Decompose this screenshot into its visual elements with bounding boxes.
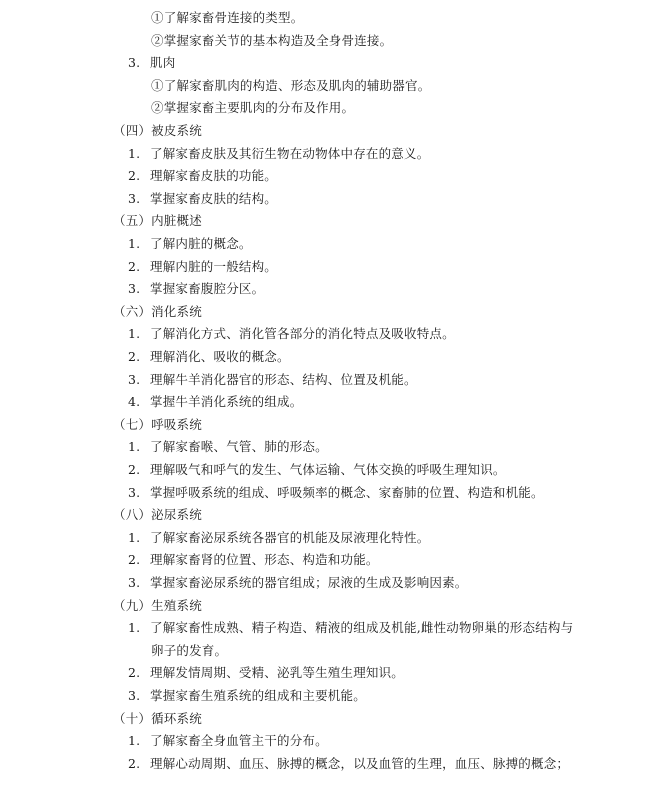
list-item-text: 掌握家畜皮肤的结构。 xyxy=(150,190,278,206)
list-item-text: 理解内脏的一般结构。 xyxy=(150,258,278,274)
list-item xyxy=(128,733,328,749)
section-heading xyxy=(113,213,202,229)
list-item-number: 2. xyxy=(128,168,141,184)
list-item-text: 了解消化方式、消化管各部分的消化特点及吸收特点。 xyxy=(150,326,455,342)
list-item xyxy=(128,168,277,184)
list-item xyxy=(128,349,290,365)
list-item xyxy=(128,462,506,478)
section-heading-text: （五）内脏概述 xyxy=(113,213,202,229)
list-item-text: 掌握呼吸系统的组成、呼吸频率的概念、家畜肺的位置、构造和机能。 xyxy=(150,484,544,500)
list-item-number: 3. xyxy=(128,575,141,590)
list-item-text: 了解家畜泌尿系统各器官的机能及尿液理化特性。 xyxy=(150,529,430,545)
sub-item-text: ①了解家畜骨连接的类型。 xyxy=(151,10,304,25)
list-item xyxy=(128,688,366,704)
list-item xyxy=(128,326,455,342)
list-item-number: 3. xyxy=(128,688,141,703)
section-heading-text: （九）生殖系统 xyxy=(113,597,202,613)
section-heading-text: （六）消化系统 xyxy=(113,303,202,319)
list-item-number: 2. xyxy=(128,552,141,568)
section-heading xyxy=(113,507,202,523)
list-item-number: 1. xyxy=(128,145,141,161)
list-item-number: 1. xyxy=(128,529,141,545)
list-item-number: 1. xyxy=(128,620,141,636)
sub-item-text: ①了解家畜肌肉的构造、形态及肌肉的辅助器官。 xyxy=(151,77,431,93)
list-item-text: 掌握家畜生殖系统的组成和主要机能。 xyxy=(150,688,366,703)
list-item-number: 2. xyxy=(128,349,141,364)
list-item-number: 3. xyxy=(128,371,141,387)
list-item xyxy=(128,756,569,772)
list-item-text: 肌肉 xyxy=(150,55,176,71)
list-item-text: 理解家畜肾的位置、形态、构造和功能。 xyxy=(150,552,379,568)
list-item xyxy=(128,530,429,546)
section-heading-text: （七）呼吸系统 xyxy=(113,416,202,432)
list-item xyxy=(128,281,264,297)
list-item xyxy=(128,191,277,207)
list-item-number: 2. xyxy=(128,258,141,274)
list-item xyxy=(128,620,573,636)
list-item-text: 了解家畜皮肤及其衍生物在动物体中存在的意义。 xyxy=(150,145,430,161)
section-heading-text: （八）泌尿系统 xyxy=(113,507,202,523)
list-item-number: 1. xyxy=(128,733,141,749)
sub-item xyxy=(151,10,303,26)
list-item-number: 4. xyxy=(128,394,141,410)
list-item-text: 理解发情周期、受精、泌乳等生殖生理知识。 xyxy=(150,665,405,681)
list-item-text: 理解心动周期、血压、脉搏的概念，以及血管的生理，血压、脉搏的概念； xyxy=(150,755,570,771)
list-item-number: 3. xyxy=(128,190,141,206)
list-item-text: 理解家畜皮肤的功能。 xyxy=(150,168,278,184)
list-item-number: 1. xyxy=(128,326,141,342)
list-item xyxy=(128,236,252,252)
sub-item-text: ②掌握家畜关节的基本构造及全身骨连接。 xyxy=(151,32,393,48)
list-item-text: 理解牛羊消化器官的形态、结构、位置及机能。 xyxy=(150,371,417,387)
list-item-text: 了解家畜性成熟、精子构造、精液的组成及机能,雌性动物卵巢的形态结构与 xyxy=(150,620,574,636)
list-item-number: 2. xyxy=(128,665,141,681)
list-item xyxy=(128,552,379,568)
list-item-text: 了解内脏的概念。 xyxy=(150,236,252,251)
section-heading xyxy=(113,711,202,727)
section-heading xyxy=(113,598,202,614)
list-item-number: 1. xyxy=(128,236,141,251)
continuation-line xyxy=(151,643,227,659)
list-item xyxy=(128,439,328,455)
list-item xyxy=(128,394,302,410)
list-item-number: 2. xyxy=(128,462,141,477)
list-item xyxy=(128,146,429,162)
list-item xyxy=(128,575,468,591)
list-item-text: 掌握牛羊消化系统的组成。 xyxy=(150,394,303,410)
section-heading xyxy=(113,417,202,433)
list-item-text: 掌握家畜腹腔分区。 xyxy=(150,281,265,297)
list-item-text: 了解家畜喉、气管、肺的形态。 xyxy=(150,439,328,455)
list-item xyxy=(128,372,417,388)
list-item-text: 理解消化、吸收的概念。 xyxy=(150,349,290,364)
list-item-text: 理解吸气和呼气的发生、气体运输、气体交换的呼吸生理知识。 xyxy=(150,462,506,477)
list-item-text: 掌握家畜泌尿系统的器官组成；尿液的生成及影响因素。 xyxy=(150,575,468,590)
section-heading-text: （四）被皮系统 xyxy=(113,123,202,138)
list-item-number: 1. xyxy=(128,439,141,455)
list-item-text: 了解家畜全身血管主干的分布。 xyxy=(150,733,328,749)
list-item xyxy=(128,485,544,501)
list-item-number: 3. xyxy=(128,484,141,500)
list-item xyxy=(128,259,277,275)
sub-item xyxy=(151,78,430,94)
sub-item xyxy=(151,100,354,116)
list-item-number: 2. xyxy=(128,755,141,771)
section-heading xyxy=(113,123,202,139)
list-item-number: 3. xyxy=(128,281,141,297)
continuation-text: 卵子的发育。 xyxy=(151,642,228,658)
section-heading-text: （十）循环系统 xyxy=(113,710,202,726)
list-item-number: 3. xyxy=(128,55,141,71)
section-heading xyxy=(113,304,202,320)
sub-item-text: ②掌握家畜主要肌肉的分布及作用。 xyxy=(151,100,355,116)
list-item xyxy=(128,55,175,71)
list-item xyxy=(128,665,404,681)
sub-item xyxy=(151,33,392,49)
